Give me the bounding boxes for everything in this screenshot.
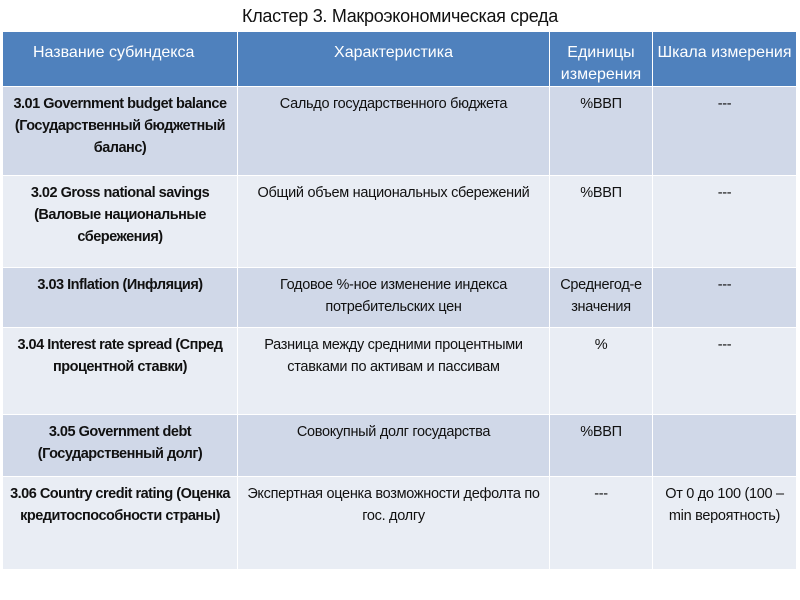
cell-name: 3.06 Country credit rating (Оценка кредитоспособности страны) <box>3 477 238 570</box>
table-row <box>3 176 797 268</box>
subindex-table <box>2 31 797 570</box>
table-header-row <box>3 32 797 87</box>
cell-scale <box>653 415 797 477</box>
cell-units: Среднегод-е значения <box>550 268 653 328</box>
table-row <box>3 87 797 176</box>
cell-units: %ВВП <box>550 176 653 268</box>
cell-characteristic: Совокупный долг государства <box>238 415 550 477</box>
cell-scale: --- <box>653 328 797 415</box>
table-row <box>3 477 797 570</box>
header-name: Название субиндекса <box>3 32 238 87</box>
table-row <box>3 268 797 328</box>
cell-characteristic: Сальдо государственного бюджета <box>238 87 550 176</box>
cell-characteristic: Экспертная оценка возможности дефолта по гос. долгу <box>238 477 550 570</box>
header-units: Единицы измерения <box>550 32 653 87</box>
cell-scale: --- <box>653 176 797 268</box>
cell-characteristic: Годовое %-ное изменение индекса потребительских цен <box>238 268 550 328</box>
cell-name: 3.01 Government budget balance (Государственный бюджетный баланс) <box>3 87 238 176</box>
cell-name: 3.02 Gross national savings (Валовые национальные сбережения) <box>3 176 238 268</box>
page-title: Кластер 3. Макроэкономическая среда <box>242 6 558 26</box>
cell-name: 3.03 Inflation (Инфляция) <box>3 268 238 328</box>
cell-units: %ВВП <box>550 87 653 176</box>
cell-scale: --- <box>653 268 797 328</box>
cell-scale: --- <box>653 87 797 176</box>
header-characteristic: Характеристика <box>238 32 550 87</box>
cell-scale: От 0 до 100 (100 – min вероятность) <box>653 477 797 570</box>
cell-name: 3.05 Government debt (Государственный долг) <box>3 415 238 477</box>
header-scale: Шкала измерения <box>653 32 797 87</box>
table-row <box>3 415 797 477</box>
cell-name: 3.04 Interest rate spread (Спред процентной ставки) <box>3 328 238 415</box>
cell-characteristic: Общий объем национальных сбережений <box>238 176 550 268</box>
cell-characteristic: Разница между средними процентными ставками по активам и пассивам <box>238 328 550 415</box>
cell-units: %ВВП <box>550 415 653 477</box>
cell-units: --- <box>550 477 653 570</box>
table-row <box>3 328 797 415</box>
cell-units: % <box>550 328 653 415</box>
